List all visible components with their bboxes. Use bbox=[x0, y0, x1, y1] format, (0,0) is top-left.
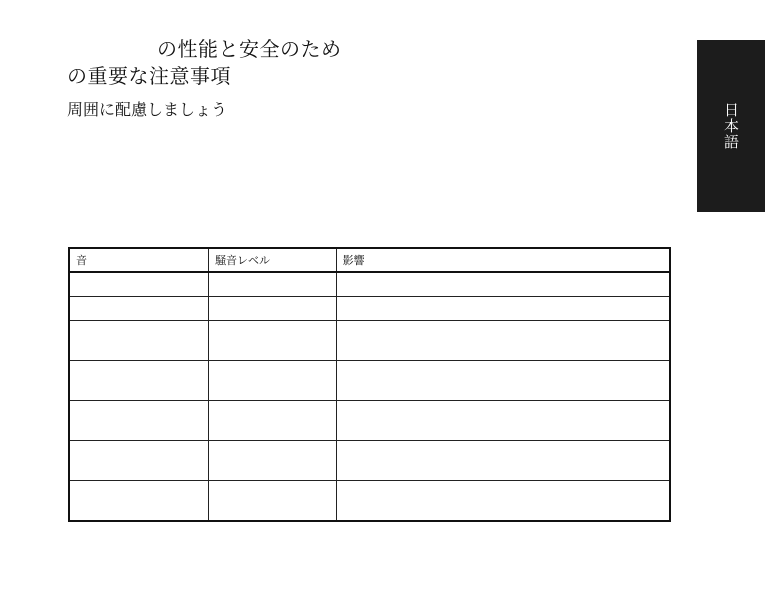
cell-effect bbox=[336, 321, 670, 361]
table-row bbox=[69, 297, 670, 321]
cell-effect bbox=[336, 272, 670, 297]
cell-effect bbox=[336, 361, 670, 401]
cell-noise-level bbox=[209, 297, 337, 321]
table-row bbox=[69, 481, 670, 522]
cell-effect bbox=[336, 441, 670, 481]
section-subtitle: 周囲に配慮しましょう bbox=[67, 100, 228, 119]
column-header-noise-level: 騒音レベル bbox=[209, 248, 337, 272]
language-tab-label: 日本語 bbox=[722, 102, 740, 150]
cell-noise-level bbox=[209, 481, 337, 522]
cell-sound bbox=[69, 481, 209, 522]
table-header-row bbox=[69, 248, 670, 272]
page-title-line-2: の重要な注意事項 bbox=[67, 64, 231, 88]
cell-effect bbox=[336, 401, 670, 441]
cell-sound bbox=[69, 361, 209, 401]
column-header-effect: 影響 bbox=[336, 248, 670, 272]
table-row bbox=[69, 321, 670, 361]
column-header-sound: 音 bbox=[69, 248, 209, 272]
cell-sound bbox=[69, 401, 209, 441]
cell-noise-level bbox=[209, 441, 337, 481]
cell-effect bbox=[336, 297, 670, 321]
cell-sound bbox=[69, 441, 209, 481]
page-title-line-1: の性能と安全のため bbox=[157, 37, 342, 61]
table-row bbox=[69, 441, 670, 481]
cell-sound bbox=[69, 297, 209, 321]
noise-level-table bbox=[68, 247, 671, 522]
cell-noise-level bbox=[209, 401, 337, 441]
cell-sound bbox=[69, 272, 209, 297]
cell-sound bbox=[69, 321, 209, 361]
cell-noise-level bbox=[209, 321, 337, 361]
cell-noise-level bbox=[209, 272, 337, 297]
table-row bbox=[69, 361, 670, 401]
cell-noise-level bbox=[209, 361, 337, 401]
table-row bbox=[69, 272, 670, 297]
cell-effect bbox=[336, 481, 670, 522]
language-tab bbox=[697, 40, 765, 212]
table-row bbox=[69, 401, 670, 441]
